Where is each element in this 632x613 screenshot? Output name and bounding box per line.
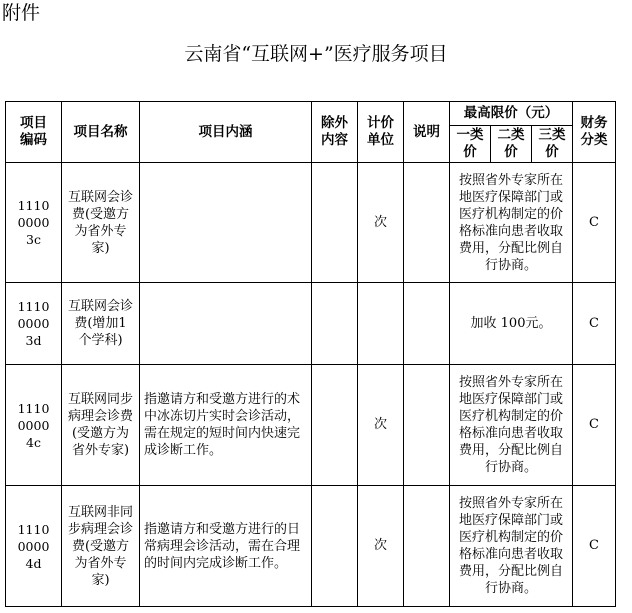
item-exclusion (312, 163, 358, 283)
item-content (140, 283, 312, 365)
header-class2: 二类价 (491, 126, 532, 163)
header-finance: 财务分类 (573, 102, 616, 163)
document-title: 云南省“互联网+”医疗服务项目 (184, 43, 448, 65)
header-class3: 三类价 (532, 126, 573, 163)
item-code: 111000003d (6, 283, 62, 365)
item-price: 加收 100元。 (450, 283, 573, 365)
item-content: 指邀请方和受邀方进行的日常病理会诊活动，需在合理的时间内完成诊断工作。 (140, 486, 312, 607)
attachment-label: 附件 (2, 2, 41, 24)
item-finance: C (573, 486, 616, 607)
table-row (6, 486, 616, 607)
header-code: 项目编码 (6, 102, 62, 163)
item-price: 按照省外专家所在地医疗保障部门或医疗机构制定的价格标准向患者收取费用，分配比例自行协商。 (450, 486, 573, 607)
item-finance: C (573, 283, 616, 365)
item-finance: C (573, 365, 616, 486)
header-note: 说明 (404, 102, 450, 163)
item-finance: C (573, 163, 616, 283)
item-unit: 次 (358, 163, 404, 283)
item-note (404, 486, 450, 607)
item-price: 按照省外专家所在地医疗保障部门或医疗机构制定的价格标准向患者收取费用，分配比例自行协商。 (450, 365, 573, 486)
item-note (404, 163, 450, 283)
item-exclusion (312, 283, 358, 365)
item-name: 互联网同步病理会诊费(受邀方为省外专家) (62, 365, 140, 486)
table-row (6, 283, 616, 365)
item-unit: 次 (358, 365, 404, 486)
item-content (140, 163, 312, 283)
item-exclusion (312, 486, 358, 607)
item-code: 111000004c (6, 365, 62, 486)
header-max-price: 最高限价（元） (450, 102, 573, 126)
item-note (404, 365, 450, 486)
table-row (6, 163, 616, 283)
header-name: 项目名称 (62, 102, 140, 163)
item-name: 互联网会诊费(增加1个学科) (62, 283, 140, 365)
item-note (404, 283, 450, 365)
item-exclusion (312, 365, 358, 486)
item-name: 互联网会诊费(受邀方为省外专家) (62, 163, 140, 283)
header-exclusion: 除外内容 (312, 102, 358, 163)
item-price: 按照省外专家所在地医疗保障部门或医疗机构制定的价格标准向患者收取费用，分配比例自行协商。 (450, 163, 573, 283)
table-row (6, 365, 616, 486)
header-class1: 一类价 (450, 126, 491, 163)
header-content: 项目内涵 (140, 102, 312, 163)
item-code: 111000004d (6, 486, 62, 607)
item-code: 111000003c (6, 163, 62, 283)
item-name: 互联网非同步病理会诊费(受邀方为省外专家) (62, 486, 140, 607)
item-unit: 次 (358, 486, 404, 607)
item-content: 指邀请方和受邀方进行的术中冰冻切片实时会诊活动，需在规定的短时间内快速完成诊断工作。 (140, 365, 312, 486)
medical-service-table (5, 101, 616, 607)
item-unit (358, 283, 404, 365)
header-unit: 计价单位 (358, 102, 404, 163)
